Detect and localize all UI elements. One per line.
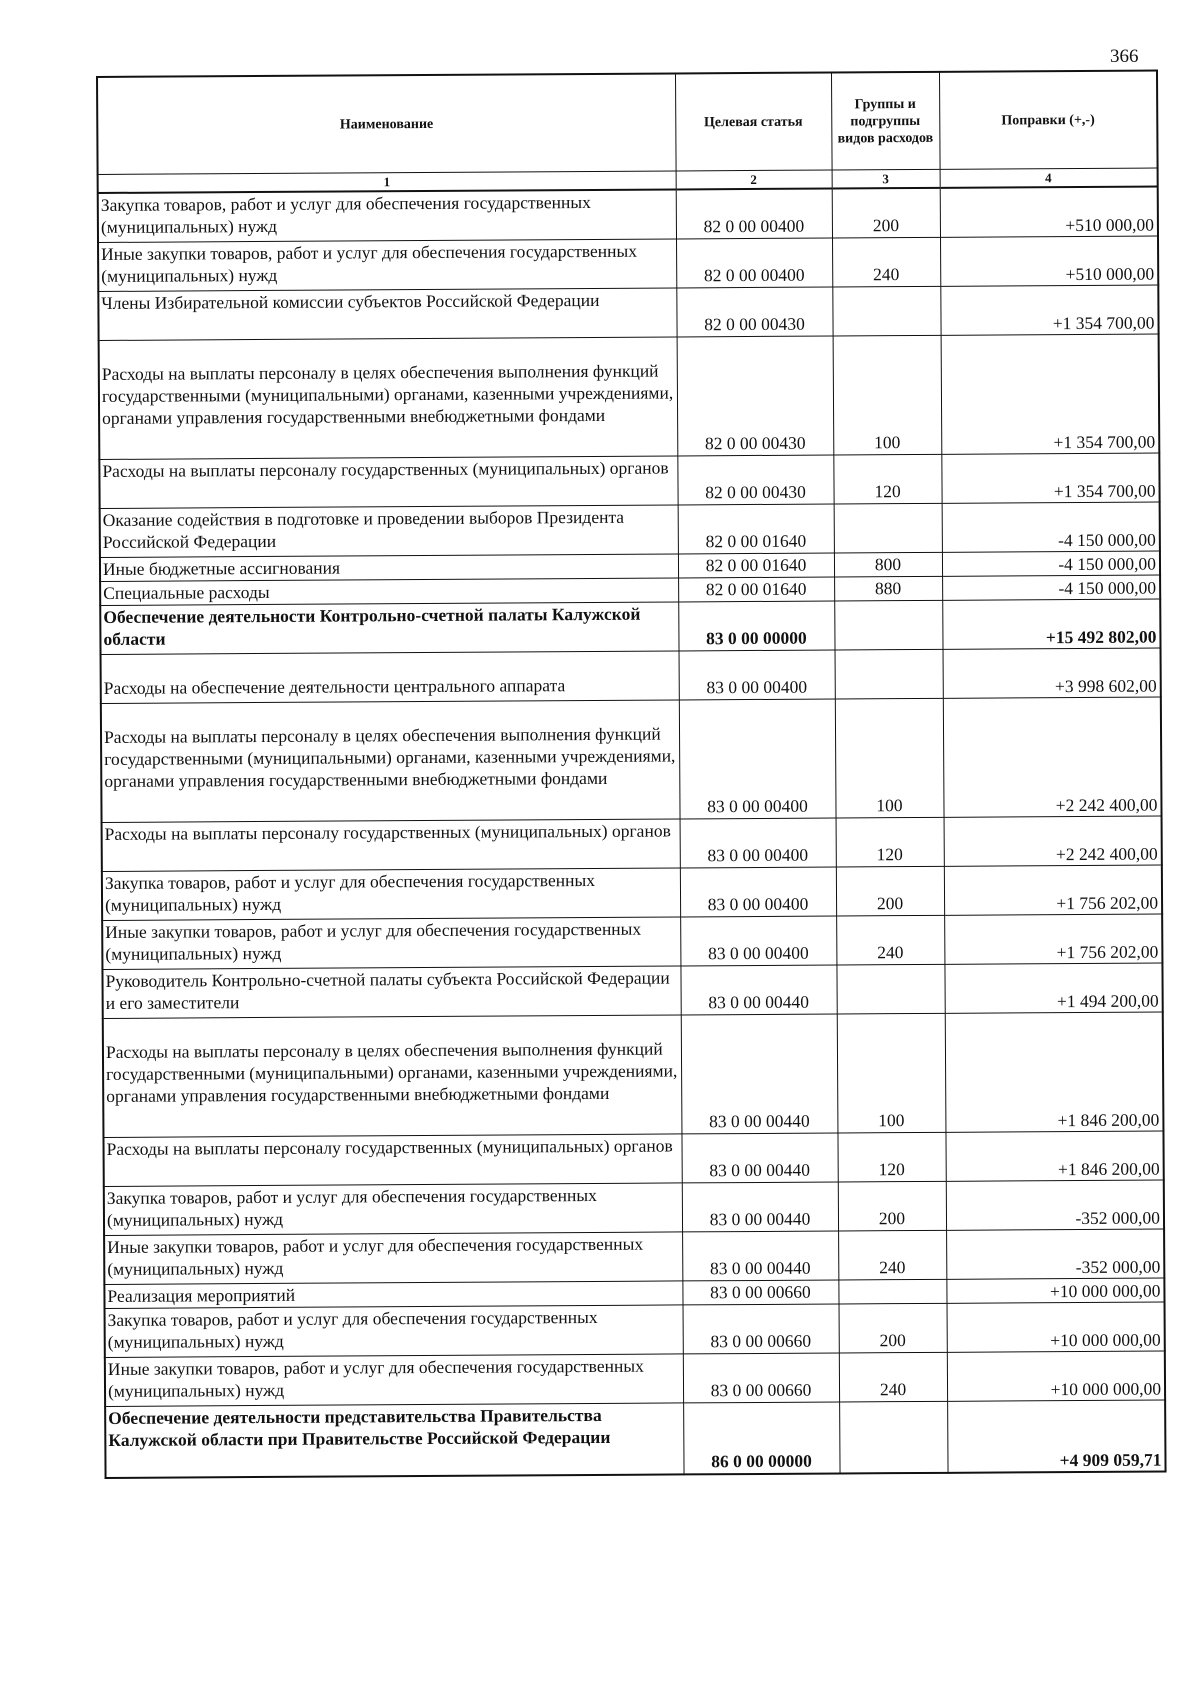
row-amount: +2 242 400,00: [943, 697, 1162, 817]
row-group: 120: [833, 454, 941, 504]
row-name: Иные закупки товаров, работ и услуг для обеспечения государственных (муниципальных) нужд: [98, 238, 676, 291]
row-group: 240: [832, 237, 940, 287]
row-code: 83 0 00 00400: [680, 817, 836, 867]
table-row: [98, 285, 1158, 340]
row-amount: +10 000 000,00: [946, 1277, 1164, 1302]
row-name: Расходы на выплаты персоналу государственных (муниципальных) органов: [102, 818, 680, 871]
row-group: 240: [839, 1352, 947, 1402]
row-group: 120: [836, 817, 944, 867]
row-code: 86 0 00 00000: [683, 1401, 839, 1474]
row-name: Оказание содействия в подготовке и проведении выборов Президента Российской Федерации: [100, 504, 678, 557]
table-row: [104, 1228, 1164, 1283]
row-code: 83 0 00 00440: [682, 1230, 838, 1280]
row-code: 82 0 00 01640: [678, 504, 834, 554]
table-row: [98, 187, 1158, 242]
row-name: Закупка товаров, работ и услуг для обеспечения государственных (муниципальных) нужд: [98, 189, 676, 242]
row-name: Закупка товаров, работ и услуг для обеспечения государственных (муниципальных) нужд: [105, 1304, 683, 1357]
row-amount: +1 756 202,00: [944, 865, 1162, 915]
row-amount: -4 150 000,00: [942, 502, 1160, 552]
row-name: Расходы на выплаты персоналу в целях обеспечения выполнения функций государственными (муниципальными) органами, казенными учреждениями, органами управления государственными внебюджетными фондами: [99, 336, 678, 459]
row-code: 82 0 00 00400: [676, 238, 832, 288]
row-code: 82 0 00 01640: [678, 553, 834, 578]
column-number: 2: [676, 170, 832, 189]
row-name: Расходы на выплаты персоналу государственных (муниципальных) органов: [99, 455, 677, 508]
table-row: [104, 1179, 1164, 1234]
row-code: 83 0 00 00660: [683, 1352, 839, 1402]
row-amount: +10 000 000,00: [947, 1350, 1165, 1400]
row-code: 82 0 00 00430: [677, 455, 833, 505]
row-group: 200: [836, 866, 944, 916]
row-code: 82 0 00 00430: [676, 287, 832, 337]
table-body: [98, 187, 1166, 1478]
table-row: [101, 697, 1162, 822]
row-group: 240: [838, 1230, 946, 1280]
row-name: Расходы на обеспечение деятельности центрального аппарата: [101, 650, 679, 703]
row-amount: -4 150 000,00: [942, 551, 1160, 576]
row-group: [839, 1401, 947, 1474]
row-name: Руководитель Контрольно-счетной палаты субъекта Российской Федерации и его заместители: [102, 965, 680, 1018]
row-name: Расходы на выплаты персоналу государственных (муниципальных) органов: [103, 1133, 681, 1186]
row-code: 83 0 00 00440: [681, 1132, 837, 1182]
row-amount: +1 846 200,00: [945, 1012, 1164, 1132]
row-group: [832, 286, 940, 336]
table-row: [102, 816, 1162, 871]
column-number: 1: [98, 171, 676, 193]
row-group: 800: [834, 552, 942, 577]
row-code: 82 0 00 00400: [676, 189, 832, 239]
row-code: 83 0 00 00660: [683, 1303, 839, 1353]
table-row: [105, 1301, 1165, 1356]
row-amount: +1 756 202,00: [944, 914, 1162, 964]
row-name: Иные бюджетные ассигнования: [100, 553, 678, 581]
row-group: 120: [837, 1132, 945, 1182]
row-amount: +510 000,00: [940, 236, 1158, 286]
row-code: 83 0 00 00400: [679, 698, 836, 818]
table-row: [99, 334, 1160, 459]
row-amount: +10 000 000,00: [947, 1301, 1165, 1351]
row-name: Закупка товаров, работ и услуг для обеспечения государственных (муниципальных) нужд: [104, 1182, 682, 1235]
row-code: 83 0 00 00400: [679, 649, 835, 699]
row-name: Члены Избирательной комиссии субъектов Российской Федерации: [98, 287, 676, 340]
column-number: 4: [940, 168, 1158, 188]
row-code: 82 0 00 00430: [677, 336, 834, 456]
header-row: [97, 71, 1158, 175]
row-code: 83 0 00 00440: [681, 1013, 838, 1133]
row-name: Специальные расходы: [100, 577, 678, 605]
row-amount: +2 242 400,00: [944, 816, 1162, 866]
budget-sheet: [96, 70, 1165, 1479]
row-name: Иные закупки товаров, работ и услуг для обеспечения государственных (муниципальных) нужд: [102, 916, 680, 969]
row-amount: -352 000,00: [946, 1228, 1164, 1278]
page-number: 366: [1110, 46, 1139, 67]
table-row: [101, 648, 1161, 703]
row-amount: +1 354 700,00: [941, 453, 1159, 503]
row-amount: +1 846 200,00: [945, 1130, 1163, 1180]
row-amount: +1 354 700,00: [941, 334, 1160, 454]
row-group: 200: [832, 188, 940, 238]
row-amount: +4 909 059,71: [947, 1399, 1165, 1472]
row-code: 83 0 00 00440: [680, 964, 836, 1014]
row-name: Обеспечение деятельности Контрольно-счетной палаты Калужской области: [100, 601, 678, 654]
row-amount: +1 494 200,00: [944, 963, 1162, 1013]
row-group: 100: [837, 1013, 946, 1133]
row-group: [834, 503, 942, 553]
row-code: 83 0 00 00440: [682, 1181, 838, 1231]
row-name: Обеспечение деятельности представительства Правительства Калужской области при Правительстве Российской Федерации: [105, 1402, 683, 1478]
row-code: 83 0 00 00000: [678, 601, 834, 651]
table-row: [98, 236, 1158, 291]
row-amount: +510 000,00: [940, 187, 1158, 237]
row-group: 100: [835, 698, 944, 818]
row-name: Расходы на выплаты персоналу в целях обеспечения выполнения функций государственными (муниципальными) органами, казенными учреждениями, органами управления государственными внебюджетными фондами: [101, 699, 680, 822]
table-row: [105, 1350, 1165, 1405]
budget-table: [96, 70, 1167, 1479]
table-row: [102, 865, 1162, 920]
header-name: Наименование: [97, 73, 676, 174]
table-row: [99, 453, 1159, 508]
row-amount: +15 492 802,00: [942, 599, 1160, 649]
table-row: [100, 599, 1160, 654]
header-code: Целевая статья: [675, 73, 832, 171]
row-group: 880: [834, 576, 942, 601]
row-code: 83 0 00 00400: [680, 866, 836, 916]
row-name: Иные закупки товаров, работ и услуг для обеспечения государственных (муниципальных) нужд: [104, 1231, 682, 1284]
row-amount: +1 354 700,00: [940, 285, 1158, 335]
row-name: Иные закупки товаров, работ и услуг для обеспечения государственных (муниципальных) нужд: [105, 1353, 683, 1406]
table-row: [100, 502, 1160, 557]
table-row: [103, 1012, 1164, 1137]
table-row: [102, 914, 1162, 969]
column-number: 3: [832, 169, 940, 188]
row-code: 82 0 00 01640: [678, 577, 834, 602]
row-amount: +3 998 602,00: [943, 648, 1161, 698]
row-group: 100: [833, 335, 942, 455]
row-group: [834, 600, 942, 650]
row-amount: -4 150 000,00: [942, 575, 1160, 600]
table-row: [105, 1399, 1165, 1477]
row-name: Реализация мероприятий: [104, 1280, 682, 1308]
row-name: Расходы на выплаты персоналу в целях обеспечения выполнения функций государственными (муниципальными) органами, казенными учреждениями, органами управления государственными внебюджетными фондами: [103, 1014, 682, 1137]
row-group: 200: [839, 1303, 947, 1353]
row-code: 83 0 00 00660: [682, 1279, 838, 1304]
row-group: 200: [838, 1181, 946, 1231]
table-row: [103, 1130, 1163, 1185]
row-name: Закупка товаров, работ и услуг для обеспечения государственных (муниципальных) нужд: [102, 867, 680, 920]
row-group: [838, 1279, 946, 1304]
header-amount: Поправки (+,-): [939, 71, 1158, 170]
table-row: [102, 963, 1162, 1018]
row-group: [836, 964, 944, 1014]
header-group: Группы и подгруппы видов расходов: [831, 72, 940, 170]
row-group: 240: [836, 915, 944, 965]
row-group: [835, 649, 943, 699]
row-code: 83 0 00 00400: [680, 915, 836, 965]
row-amount: -352 000,00: [946, 1179, 1164, 1229]
